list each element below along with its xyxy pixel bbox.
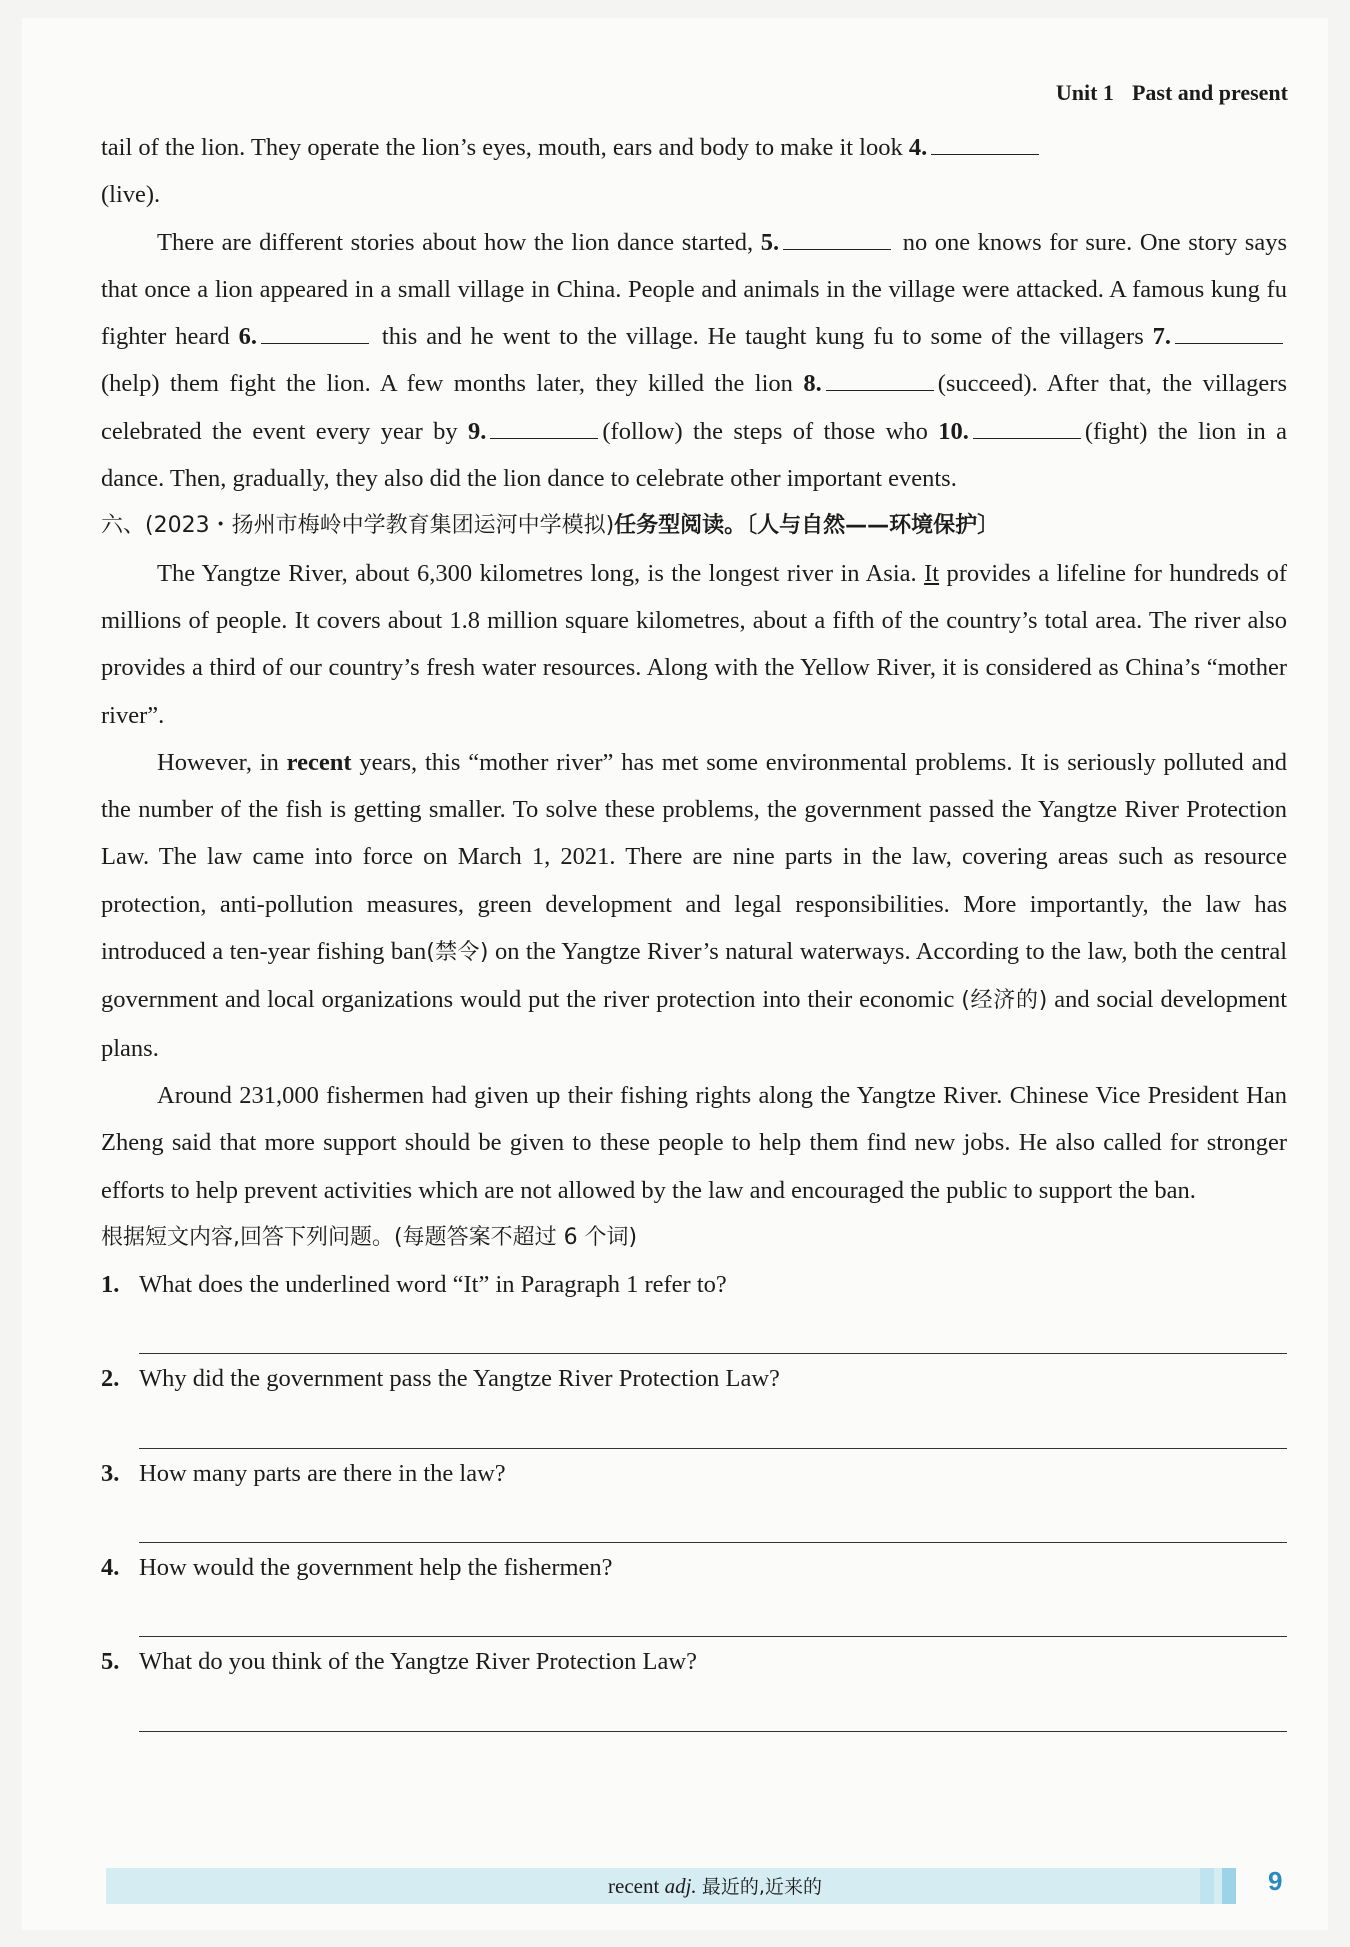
blank-number: 6. [238,323,257,351]
gloss: (禁令) [426,940,489,966]
blank-number: 8. [803,370,822,398]
question-text: What do you think of the Yangtze River Protection Law? [139,1648,697,1676]
question-number: 1. [101,1271,120,1299]
section-heading [101,502,1287,549]
question-number: 4. [101,1554,120,1582]
passage1-para2 [101,219,1287,503]
text: on the Yangtze River’s natural waterways. According to the law, both the central government and local organizations would put the river protection into their economic [101,938,1288,1014]
question-number: 2. [101,1365,120,1393]
page-body [101,124,1287,1733]
gloss: (经济的) [961,988,1048,1014]
section-type: 任务型阅读。 [614,513,747,539]
text: (follow) the steps of those who [602,417,928,445]
answer-line[interactable] [139,1308,1287,1354]
page-tab-marker [1222,1868,1236,1904]
passage2-para3 [101,1072,1287,1214]
fill-blank[interactable] [783,227,891,250]
question-4 [101,1544,1287,1637]
text: tail of the lion. They operate the lion’s eyes, mouth, ears and body to make it look [101,134,903,161]
text: (succeed). After that, the villagers celebrated the event every year by [101,370,1287,445]
text: There are different stories about how the lion dance started, [157,228,754,256]
blank-number: 5. [760,228,780,256]
underlined-word: It [924,559,940,587]
blank-number: 7. [1152,323,1172,351]
fill-blank[interactable] [261,321,369,344]
question-number: 3. [101,1459,120,1487]
fill-blank[interactable] [973,416,1081,439]
question-1 [101,1261,1287,1354]
text: (help) them fight the lion. A few months later, they killed the lion [101,370,793,398]
text: and social development plans. [101,986,1288,1062]
passage2-para1 [101,550,1287,739]
fill-blank[interactable] [1175,321,1283,344]
text: (live). [101,181,161,209]
fill-blank[interactable] [490,416,598,439]
answer-line[interactable] [139,1403,1287,1449]
question-text: How many parts are there in the law? [139,1459,506,1487]
page-tab-marker [1200,1868,1214,1904]
question-5 [101,1638,1287,1731]
passage2-para2 [101,739,1287,1072]
unit-label: Unit 1 [1055,80,1114,105]
passage1-para1 [101,124,1287,219]
text: Around 231,000 fishermen had given up their fishing rights along the Yangtze River. Chinese Vice President Han Zheng said that more support should be given to these people to help them find new jobs. He also called for stronger efforts to help prevent activities which are not allowed by the law and encouraged the public to support the ban. [101,1081,1287,1204]
page-header [1056,80,1288,106]
text: this and he went to the village. He taught kung fu to some of the villagers [381,323,1144,351]
question-text: How would the government help the fishermen? [139,1554,613,1582]
instruction: 根据短文内容,回答下列问题。(每题答案不超过 6 个词) [101,1224,638,1250]
fill-blank[interactable] [826,368,934,391]
section-source: 六、(2023・扬州市梅岭中学教育集团运河中学模拟) [101,513,615,539]
question-2 [101,1355,1287,1448]
text: no one knows for sure. One story says that once a lion appeared in a small village in China. People and animals in the village were attacked. A famous kung fu fighter heard [101,228,1287,351]
answer-line[interactable] [139,1497,1287,1543]
vocab-meaning: 最近的,近来的 [701,1876,822,1898]
text: The Yangtze River, about 6,300 kilometres long, is the longest river in Asia. [157,559,917,587]
text: years, this “mother river” has met some environmental problems. It is seriously polluted and the number of the fish is getting smaller. To solve these problems, the government passed the Yangtze River Protection Law. The law came into force on March 1, 2021. There are nine parts in the law, covering areas such as resource protection, anti-pollution measures, green development and legal responsibilities. More importantly, the law has introduced a ten-year fishing ban [101,748,1288,966]
question-3 [101,1450,1287,1543]
text: provides a lifeline for hundreds of millions of people. It covers about 1.8 million square kilometres, about a fifth of the country’s total area. The river also provides a third of our country’s fresh water resources. Along with the Yellow River, it is considered as China’s “mother river”. [101,559,1287,729]
answer-line[interactable] [139,1591,1287,1637]
section-tag: 〔人与自然——环境保护〕 [746,513,1000,539]
page-number: 9 [1268,1866,1283,1896]
fill-blank[interactable] [931,132,1039,155]
text: However, in [157,748,279,776]
answer-line[interactable] [139,1686,1287,1732]
text: (fight) the lion in a dance. Then, gradually, they also did the lion dance to celebrate other important events. [101,417,1287,493]
blank-number: 9. [468,417,487,445]
question-text: Why did the government pass the Yangtze River Protection Law? [139,1365,780,1393]
vocab-word: recent [286,748,352,776]
blank-number: 4. [908,134,928,161]
question-text: What does the underlined word “It” in Paragraph 1 refer to? [139,1271,727,1299]
blank-number: 10. [938,417,969,445]
footer-vocab-note [0,1868,1350,1904]
question-number: 5. [101,1648,120,1676]
unit-title: Past and present [1131,80,1288,105]
part-of-speech: adj. [664,1874,697,1898]
vocab-word: recent [608,1874,660,1898]
